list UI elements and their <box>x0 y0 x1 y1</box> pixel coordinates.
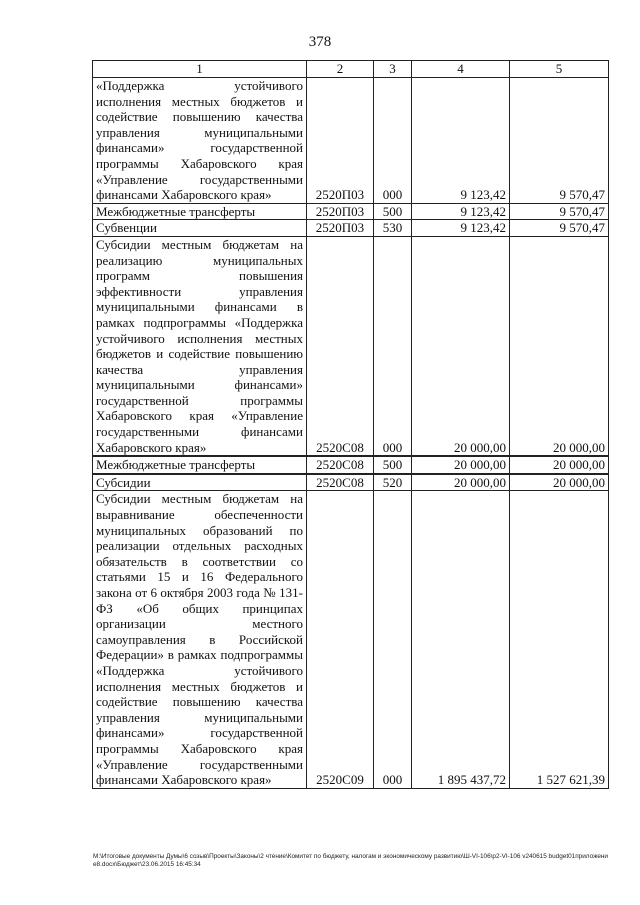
row-value-1: 20 000,00 <box>412 456 510 474</box>
row-type: 520 <box>374 474 412 491</box>
row-name: Межбюджетные трансферты <box>93 456 307 474</box>
file-path-footer: М:\Итоговые документы Думы\6 созыв\Проекты\Законы\2 чтение\Комитет по бюджету, налогам и экономическому развитию\Ш-VI-106\р2-VI-106 v240615 budget01приложение8.docx\Бюджет\23.06.2015 16:45:34 <box>93 853 608 868</box>
row-type: 500 <box>374 203 412 220</box>
header-col-5: 5 <box>510 61 609 78</box>
table-row <box>93 474 609 491</box>
row-code: 2520С09 <box>307 491 374 788</box>
row-code: 2520П03 <box>307 203 374 220</box>
row-name: Субсидии местным бюджетам на выравнивание обеспеченности муниципальных образований по реализации отдельных расходных обязательств в соответствии со статьями 15 и 16 Федерального закона от 6 октября 2003 года № 131-ФЗ «Об общих принципах организации местного самоуправления в Российской Федерации» в рамках подпрограммы «Поддержка устойчивого исполнения местных бюджетов и содействие повышению качества управления муниципальными финансами» государственной программы Хабаровского края «Управление государственными финансами Хабаровского края» <box>93 491 307 788</box>
header-col-3: 3 <box>374 61 412 78</box>
table-row <box>93 203 609 220</box>
row-value-2: 9 570,47 <box>510 203 609 220</box>
row-value-1: 9 123,42 <box>412 203 510 220</box>
row-value-1: 20 000,00 <box>412 236 510 456</box>
row-value-1: 1 895 437,72 <box>412 491 510 788</box>
table-row <box>93 78 609 204</box>
row-name: Субсидии <box>93 474 307 491</box>
row-value-2: 9 570,47 <box>510 78 609 204</box>
row-value-2: 20 000,00 <box>510 236 609 456</box>
row-code: 2520П03 <box>307 220 374 237</box>
row-code: 2520С08 <box>307 456 374 474</box>
row-name: Межбюджетные трансферты <box>93 203 307 220</box>
row-type: 000 <box>374 491 412 788</box>
row-value-2: 20 000,00 <box>510 474 609 491</box>
row-code: 2520С08 <box>307 236 374 456</box>
table-row <box>93 456 609 474</box>
budget-table <box>92 60 609 789</box>
row-type: 500 <box>374 456 412 474</box>
row-code: 2520С08 <box>307 474 374 491</box>
row-type: 000 <box>374 78 412 204</box>
row-name: Субсидии местным бюджетам на реализацию муниципальных программ повышения эффективности управления муниципальными финансами в рамках подпрограммы «Поддержка устойчивого исполнения местных бюджетов и содействие повышению качества управления муниципальными финансами» государственной программы Хабаровского края «Управление государственными финансами Хабаровского края» <box>93 236 307 456</box>
row-name: Субвенции <box>93 220 307 237</box>
row-value-2: 20 000,00 <box>510 456 609 474</box>
page-number: 378 <box>308 34 332 50</box>
row-type: 530 <box>374 220 412 237</box>
row-name: «Поддержка устойчивого исполнения местных бюджетов и содействие повышению качества управления муниципальными финансами» государственной программы Хабаровского края «Управление государственными финансами Хабаровского края» <box>93 78 307 204</box>
table-row <box>93 491 609 788</box>
table-row <box>93 220 609 237</box>
header-col-4: 4 <box>412 61 510 78</box>
row-value-1: 9 123,42 <box>412 78 510 204</box>
row-value-2: 9 570,47 <box>510 220 609 237</box>
table-row <box>93 236 609 456</box>
header-row <box>93 61 609 78</box>
row-value-1: 20 000,00 <box>412 474 510 491</box>
row-value-1: 9 123,42 <box>412 220 510 237</box>
header-col-1: 1 <box>93 61 307 78</box>
row-type: 000 <box>374 236 412 456</box>
header-col-2: 2 <box>307 61 374 78</box>
row-code: 2520П03 <box>307 78 374 204</box>
row-value-2: 1 527 621,39 <box>510 491 609 788</box>
